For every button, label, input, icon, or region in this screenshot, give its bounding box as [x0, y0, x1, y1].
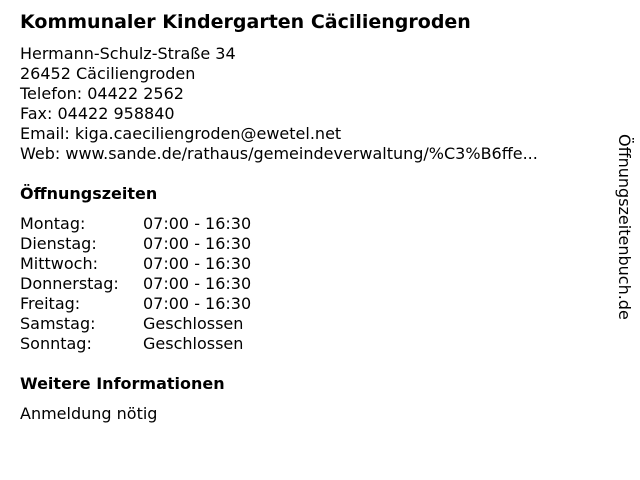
- day-label: Sonntag:: [20, 334, 92, 353]
- time-value: Geschlossen: [143, 314, 244, 333]
- day-label: Freitag:: [20, 294, 81, 313]
- further-info-heading: Weitere Informationen: [20, 374, 225, 393]
- time-value: 07:00 - 16:30: [143, 294, 252, 313]
- phone-line: Telefon: 04422 2562: [20, 84, 184, 103]
- email-line: Email: kiga.caeciliengroden@ewetel.net: [20, 124, 342, 143]
- fax-line: Fax: 04422 958840: [20, 104, 175, 123]
- time-value: Geschlossen: [143, 334, 244, 353]
- opening-hours-heading: Öffnungszeiten: [20, 184, 158, 203]
- day-label: Montag:: [20, 214, 86, 233]
- day-label: Dienstag:: [20, 234, 97, 253]
- day-label: Donnerstag:: [20, 274, 119, 293]
- site-watermark: Öffnungszeitenbuch.de: [615, 134, 634, 320]
- time-value: 07:00 - 16:30: [143, 214, 252, 233]
- city-line: 26452 Cäciliengroden: [20, 64, 196, 83]
- street-address: Hermann-Schulz-Straße 34: [20, 44, 236, 63]
- day-label: Mittwoch:: [20, 254, 98, 273]
- page-title: Kommunaler Kindergarten Cäciliengroden: [20, 11, 471, 33]
- time-value: 07:00 - 16:30: [143, 254, 252, 273]
- address-block: [20, 44, 538, 164]
- further-info-text: Anmeldung nötig: [20, 404, 158, 423]
- web-line: Web: www.sande.de/rathaus/gemeindeverwaltung/%C3%B6ffe...: [20, 144, 538, 163]
- time-value: 07:00 - 16:30: [143, 234, 252, 253]
- day-label: Samstag:: [20, 314, 96, 333]
- time-value: 07:00 - 16:30: [143, 274, 252, 293]
